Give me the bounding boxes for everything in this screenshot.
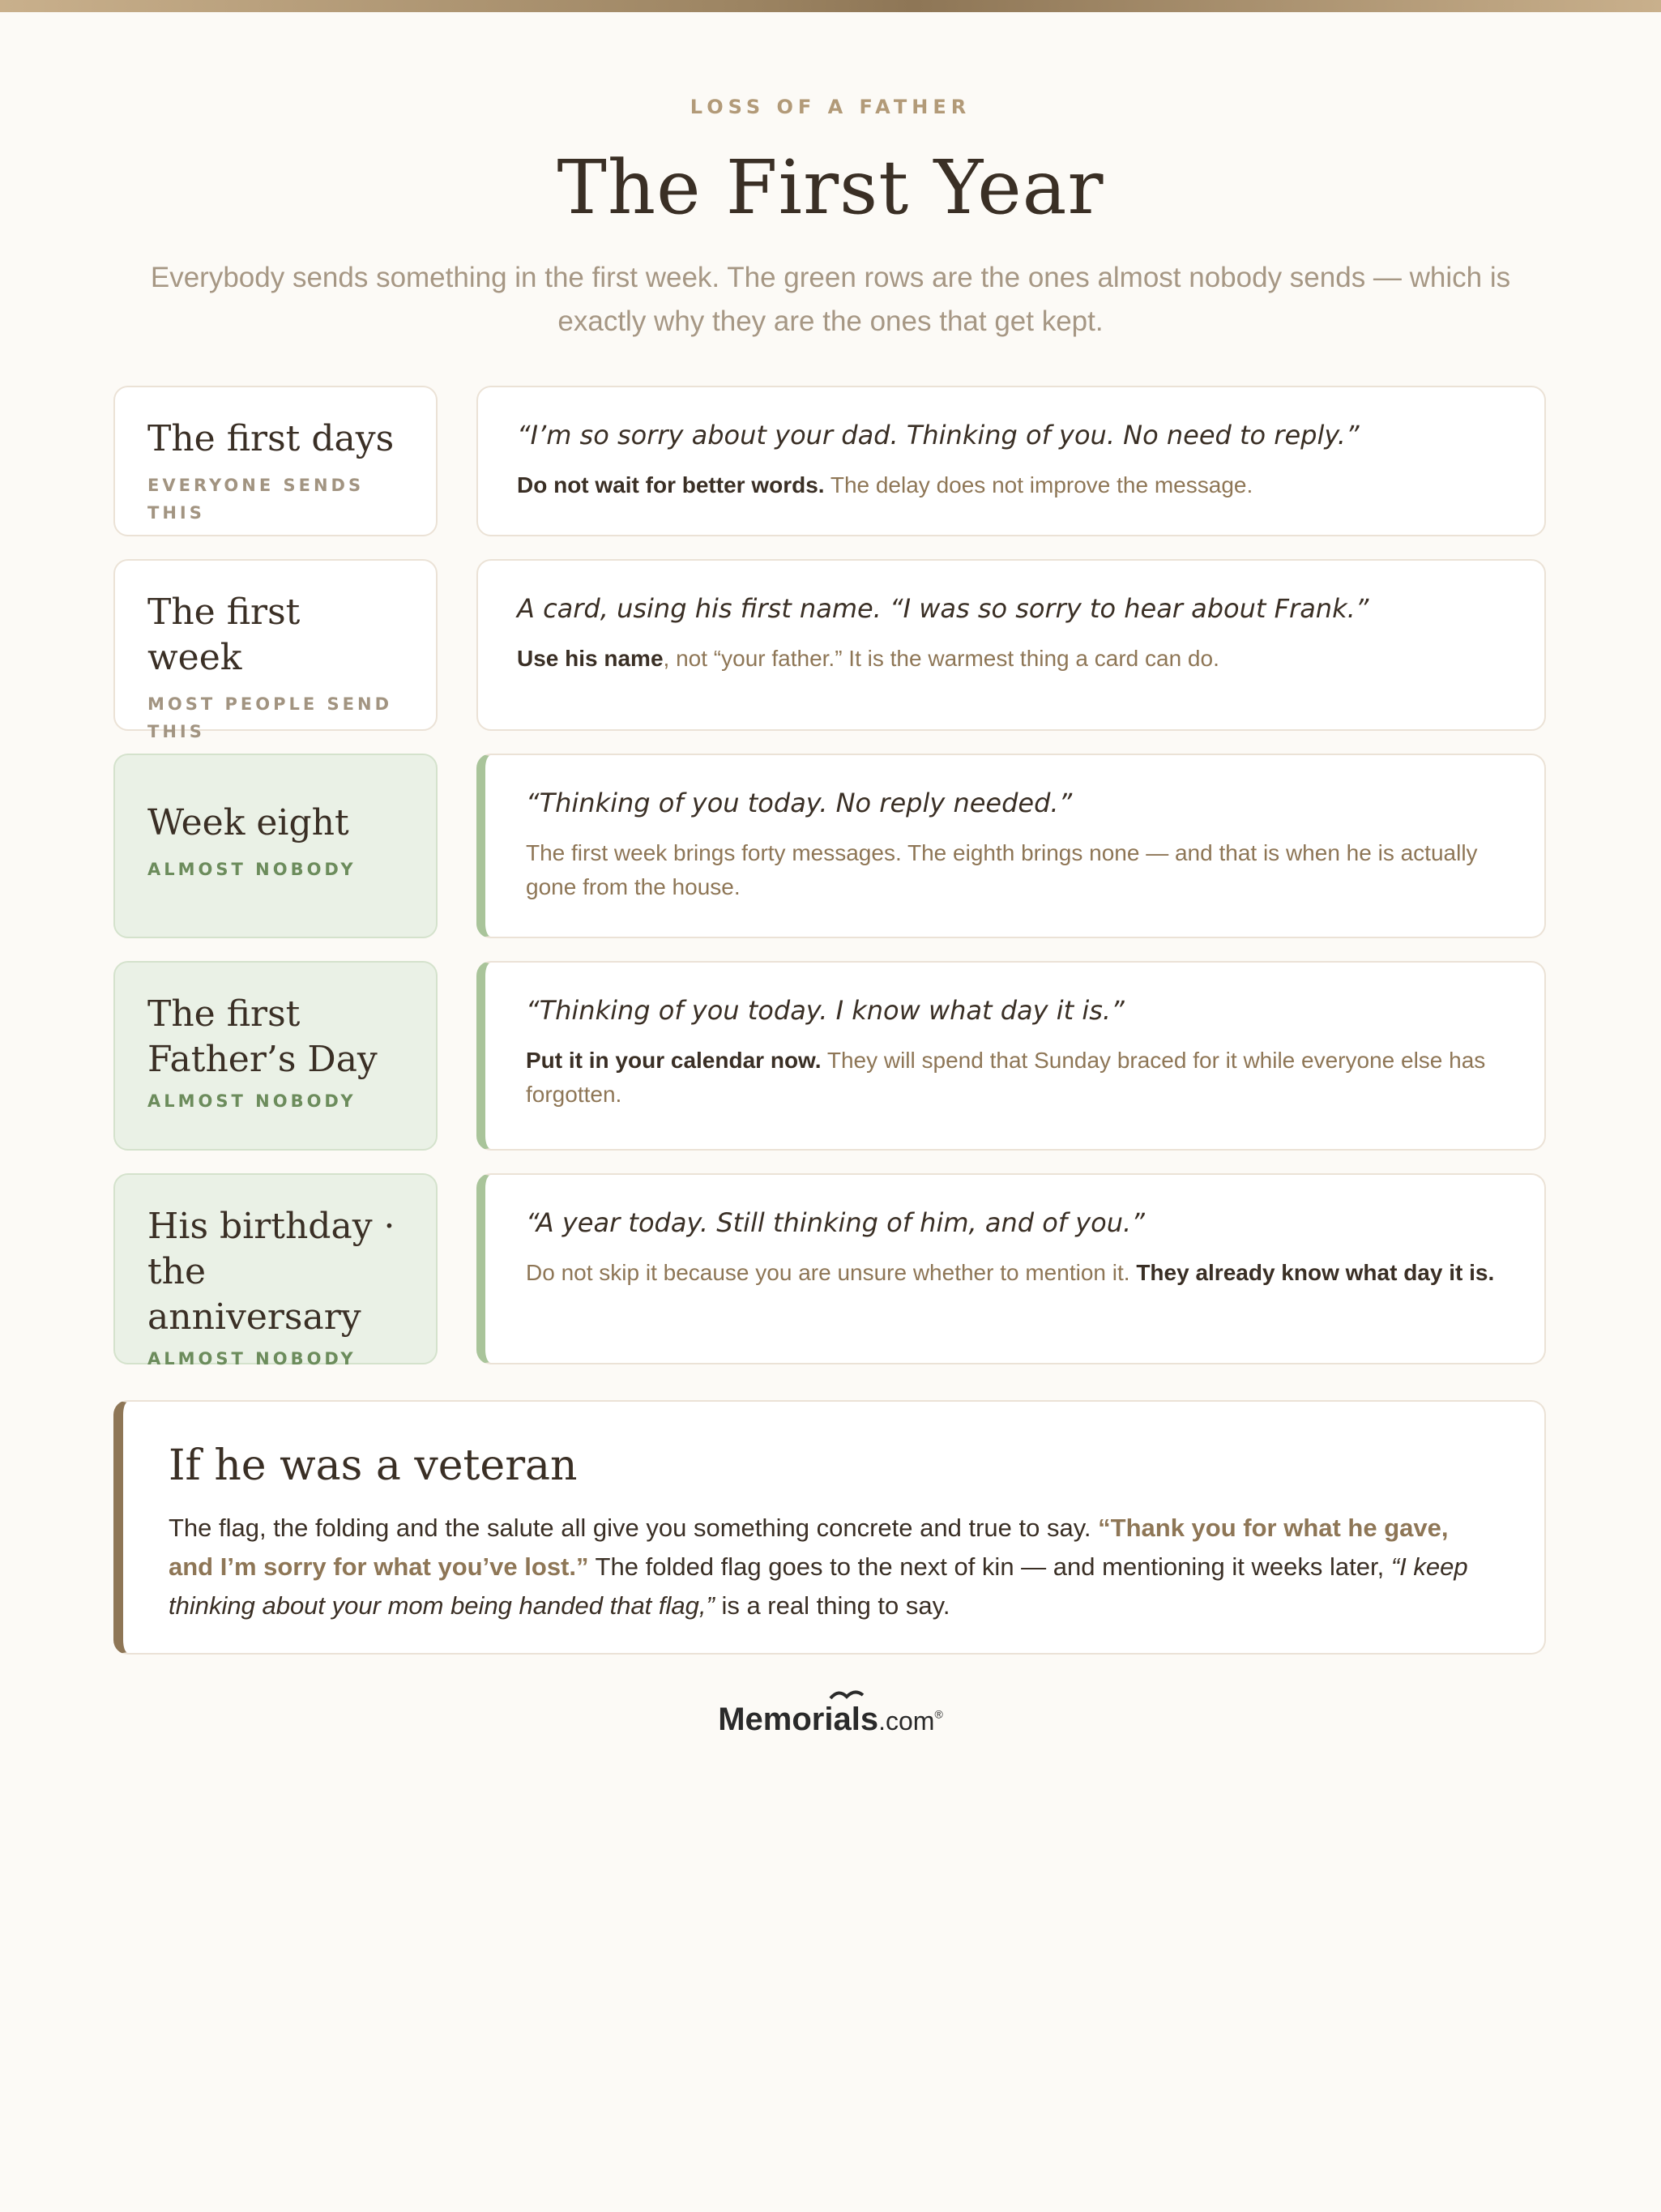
row-message-card [476,559,1546,731]
row-note [517,468,1505,502]
row-label-card [113,386,438,536]
row-note [517,642,1505,676]
row-label-card [113,961,438,1151]
row-note-text: They will spend that Sunday braced for it while everyone else has forgotten. [526,1048,1486,1107]
row-note-bold: They already know what day it is. [1136,1260,1495,1285]
row-quote: “A year today. Still thinking of him, and of you.” [526,1207,1145,1238]
row-quote: “Thinking of you today. No reply needed.” [526,788,1073,818]
timeline-row-first-week [113,559,1546,741]
row-note-bold: Put it in your calendar now. [526,1048,822,1073]
row-note [526,1256,1505,1290]
timeline-row-first-days [113,386,1546,536]
veteran-quote-italic: “I keep thinking about your mom being handed that flag,” [169,1552,1468,1620]
row-note-text: , not “your father.” It is the warmest thing a card can do. [663,646,1219,671]
logo-registered-mark: ® [934,1707,943,1721]
row-note-bold: Do not wait for better words. [517,472,825,497]
veteran-text-3: is a real thing to say. [714,1591,950,1620]
row-label-tag: ALMOST NOBODY [147,1349,357,1369]
row-label-card [113,754,438,938]
row-label-title: His birthday · the anniversary [147,1206,395,1338]
row-label-tag: ALMOST NOBODY [147,1091,357,1111]
row-message-card [476,754,1546,938]
row-label-tag: EVERYONE SENDS THIS [147,476,365,523]
row-note-text: The delay does not improve the message. [824,472,1253,497]
row-quote: “Thinking of you today. I know what day it is.” [526,995,1125,1026]
row-quote: “I’m so sorry about your dad. Thinking of you. No need to reply.” [517,420,1360,451]
bird-icon [829,1687,865,1703]
memorials-logo [0,1702,1661,1738]
timeline-row-week-eight [113,754,1546,938]
row-message-card [476,961,1546,1151]
page-title: The First Year [557,144,1104,231]
row-label-card [113,1173,438,1369]
row-note [526,1044,1505,1112]
row-label-tag: ALMOST NOBODY [147,860,357,879]
row-label-title: The first days [147,418,395,459]
row-label-card [113,559,438,741]
row-message-card [476,386,1546,536]
veteran-body [169,1509,1499,1625]
veteran-callout [113,1400,1546,1655]
row-label-title: The first week [147,591,301,678]
page-subtitle: Everybody sends something in the first week. The green rows are the ones almost nobody sends — which is exactly why they are the ones that get kept. [150,262,1511,337]
veteran-text-1: The flag, the folding and the salute all give you something concrete and true to say. [169,1514,1099,1542]
row-note-bold: Use his name [517,646,664,671]
veteran-quote-bold: “Thank you for what he gave, and I’m sorry for what you’ve lost.” [169,1514,1449,1581]
row-label-tag: MOST PEOPLE SEND THIS [147,694,393,741]
row-label-title: The first Father’s Day [147,993,378,1080]
row-note-text: Do not skip it because you are unsure whether to mention it. [526,1260,1137,1285]
timeline-row-fathers-day [113,961,1546,1151]
logo-brand-part-2 [824,1702,878,1738]
row-message-card [476,1173,1546,1364]
eyebrow-label: LOSS OF A FATHER [690,96,971,118]
logo-tld: .com [878,1706,935,1736]
row-label-title: Week eight [147,802,349,843]
logo-brand-text: ials [824,1702,879,1737]
logo-brand-part-1: Memor [718,1702,825,1737]
timeline-row-birthday-anniversary [113,1173,1546,1369]
veteran-text-2: The folded flag goes to the next of kin — and mentioning it weeks later, [588,1552,1391,1581]
top-accent-bar [0,0,1661,12]
row-note: The first week brings forty messages. The eighth brings none — and that is when he is actually gone from the house. [526,840,1478,899]
row-quote: A card, using his first name. “I was so sorry to hear about Frank.” [517,593,1369,624]
veteran-title: If he was a veteran [169,1441,578,1490]
